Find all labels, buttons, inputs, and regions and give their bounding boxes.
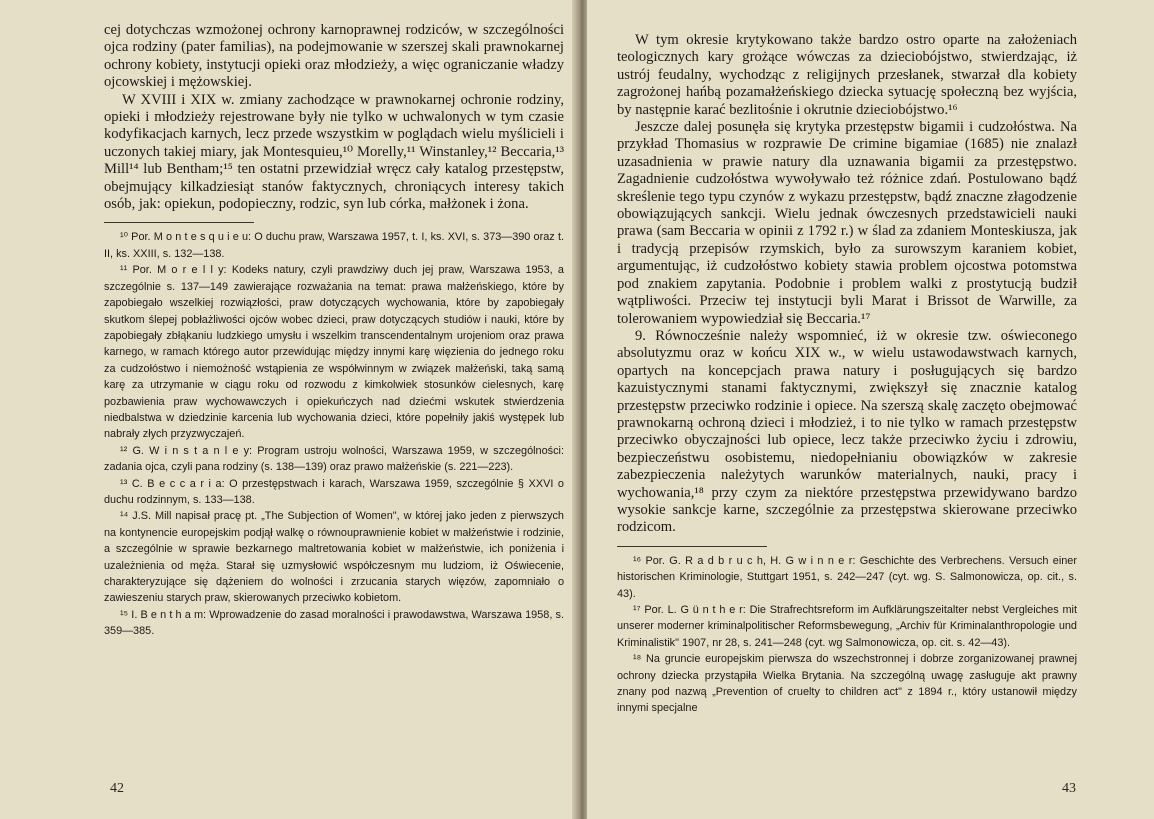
footnote: ¹⁴ J.S. Mill napisał pracę pt. „The Subjection of Women", w której jako jeden z pierwszych na kontynencie europejskim podjął walkę o równouprawnienie kobiet w małżeństwie i rodzinie, a szczególnie w sprawie bezkarnego maltretowania kobiet w małżeństwie, ich poniżenia i uzależnienia od męża. Starał się uzmysłowić współczesnym mu ludziom, iż Oświecenie, charakteryzujące się dążeniem do wolności i zrzucania starych więzów, zapomniało o zawieszeniu starych praw, skierowanych przeciwko kobietom. xyxy=(104,510,564,605)
footnote-rule xyxy=(104,222,254,223)
footnote: ¹⁰ Por. M o n t e s q u i e u: O duchu praw, Warszawa 1957, t. I, ks. XVI, s. 373—390 oraz t. II, ks. XXIII, s. 132—138. xyxy=(104,231,564,260)
left-page-text xyxy=(104,22,564,640)
footnote: ¹² G. W i n s t a n l e y: Program ustroju wolności, Warszawa 1959, w szczególności: zadania ojca, czyli pana rodziny (s. 138—139) oraz prawo małżeńskie (s. 221—223). xyxy=(104,444,564,474)
body-paragraph: W XVIII i XIX w. zmiany zachodzące w prawnokarnej ochronie rodziny, opieki i młodzieży rejestrowane były nie tylko w uchwalonych w tym czasie kodyfikacjach karnych, lecz przede wszystkim w poglądach wielu myślicieli i uczonych takiej miary, jak Montesquieu,¹⁰ Morelly,¹¹ Winstanley,¹² Beccaria,¹³ Mill¹⁴ lub Bentham;¹⁵ ten ostatni przewidział wręcz cały katalog przestępstw, obejmujący kilkadziesiąt stanów faktycznych, chroniących interesy takich osób, jak: opiekun, podopieczny, rodzic, syn lub córka, małżonek i żona. xyxy=(104,91,564,213)
right-page-text xyxy=(617,32,1077,717)
body-paragraph: 9. Równocześnie należy wspomnieć, iż w okresie tzw. oświeconego absolutyzmu oraz w końcu XIX w., w wielu ustawodawstwach karnych, opartych na koncepcjach prawa natury i posługujących się bardzo kazuistycznymi stanami faktycznymi, zwiększył się znacznie katalog przestępstw przeciwko rodzinie i opiece. Na szerszą skalę zaczęto obejmować prawnokarną ochroną dzieci i młodzież, i to nie tylko w ramach przestępstw przeciwko obyczajności lub opiece, lecz także przeciwko życiu i zdrowiu, bezpieczeństwu osobistemu, niedopełnianiu obowiązków w zakresie zabezpieczenia należytych warunków materialnych, nauki, pracy i wychowania,¹⁸ przy czym za niektóre przestępstwa przewidywano bardzo wysokie sankcje karne, szczególnie za przestępstwa skierowane przeciwko rodzicom. xyxy=(617,327,1077,536)
footnote: ¹¹ Por. M o r e l l y: Kodeks natury, czyli prawdziwy duch jej praw, Warszawa 1953, a szczególnie s. 137—149 zawierające rozważania na temat: prawa małżeńskiego, które by zapobiegało wszelkiej rozwiązłości, praw dotyczących wychowania, które by zapobiegały skutkom ślepej pobłażliwości ojców wobec dzieci, praw dotyczących studiów i nauki, które by zapobiegały zbłąkaniu ludzkiego umysłu i wszelkim transcendentalnym urojeniom oraz prawa karnego, w ramach którego autor przewidując między innymi karę więzienia do jednego roku za cudzołóstwo i niemożność wstąpienia ze współwinnym w związek małżeński, taką samą karę za utrzymanie w ciągu roku od rozwodu z kimkolwiek stosunków cielesnych, karę pozbawienia praw wychowawczych i opiekuńczych nad dziećmi wskutek stwierdzenia niedbalstwa w dziedzinie karcenia lub wychowania dzieci, które popełniły jakiś występek lub nabrały złych przyzwyczajeń. xyxy=(104,264,564,441)
footnote: ¹⁸ Na gruncie europejskim pierwsza do wszechstronnej i dobrze zorganizowanej prawnej ochrony dziecka przystąpiła Wielka Brytania. Na szczególną uwagę zasługuje akt prawny znany pod nazwą „Prevention of cruelty to children act" z 1894 r., który ustanowił między innymi specjalne xyxy=(617,653,1077,715)
footnote: ¹⁷ Por. L. G ü n t h e r: Die Strafrechtsreform im Aufklärungszeitalter nebst Vergleiches mit unserer moderner kriminalpolitischer Reformsbewegung, „Archiv für Kriminalanthropologie und Kriminalistik" 1907, nr 28, s. 241—248 (cyt. wg Salmonowicza, op. cit. s. 42—43). xyxy=(617,604,1077,649)
footnote-rule xyxy=(617,546,767,547)
page-number: 42 xyxy=(110,781,124,796)
right-page xyxy=(587,0,1154,819)
page-number: 43 xyxy=(1062,781,1076,796)
footnote: ¹⁵ I. B e n t h a m: Wprowadzenie do zasad moralności i prawodawstwa, Warszawa 1958, s. 359—385. xyxy=(104,608,564,638)
footnote: ¹⁶ Por. G. R a d b r u c h, H. G w i n n e r: Geschichte des Verbrechens. Versuch einer historischen Kriminologie, Stuttgart 1951, s. 242—247 (cyt. wg. S. Salmonowicza, op. cit., s. 43). xyxy=(617,554,1077,600)
body-paragraph: Jeszcze dalej posunęła się krytyka przestępstw bigamii i cudzołóstwa. Na przykład Thomasius w rozprawie De crimine bigamiae (1685) nie znalazł uzasadnienia w prawie natury dla uznawania bigamii za przestępstwo. Zagadnienie cudzołóstwa wywoływało też różnice zdań. Postulowano bądź skreślenie tego typu czynów z wykazu przestępstw, bądź znaczne złagodzenie obowiązujących sankcji. Wielu jednak ówczesnych przedstawicieli nauki prawa (sam Beccaria w opinii z 1792 r.) w ślad za zdaniem Monteskiusza, jak i tradycją przepisów rzymskich, było za surowszym karaniem kobiet, argumentując, iż cudzołóstwo kobiety stawia problem ojcostwa potomstwa pod znakiem zapytania. Podobnie i problem walki z prostytucją budził wątpliwości. Przeciw tej instytucji byli Marat i Brissot de Warwille, za tolerowaniem wypowiedział się Beccaria.¹⁷ xyxy=(617,119,1077,327)
body-paragraph: cej dotychczas wzmożonej ochrony karnoprawnej rodziców, w szczególności ojca rodziny (pater familias), na podejmowanie w szerszej skali prawnokarnej ochrony kobiety, instytucji opieki oraz młodzieży, a więc ograniczanie władzy ojcowskiej i mężowskiej. xyxy=(104,22,564,91)
body-paragraph: W tym okresie krytykowano także bardzo ostro oparte na założeniach teologicznych kary grożące wówczas za dzieciobójstwo, stwierdzając, iż ustrój feudalny, wychodząc z religijnych przesłanek, stwarzał dla kobiety zagrożonej hańbą pozamałżeńskiego dziecka sytuację społeczną bez wyjścia, by następnie karać bezlitośnie i okrutnie dzieciobójstwo.¹⁶ xyxy=(617,32,1077,118)
footnote: ¹³ C. B e c c a r i a: O przestępstwach i karach, Warszawa 1959, szczególnie § XXVI o duchu rodzinnym, s. 133—138. xyxy=(104,477,564,506)
